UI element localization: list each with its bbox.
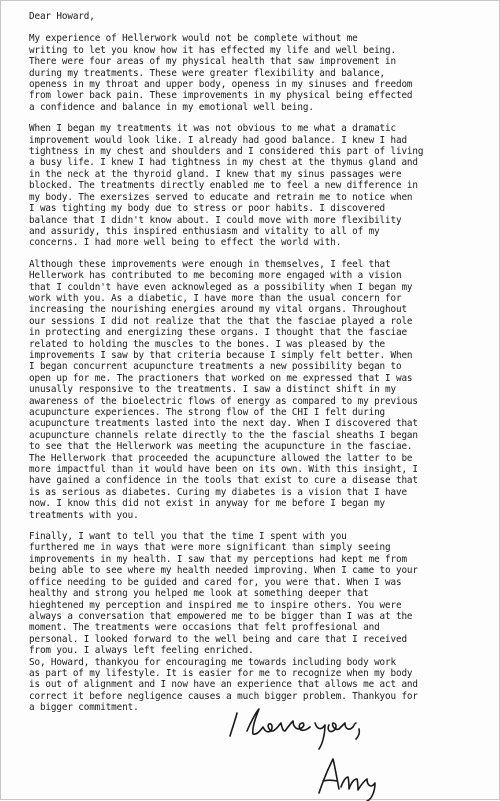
letter-paragraph-2: When I began my treatments it was not obvious to me what a dramatic improvement would look like. I already had good balance. I knew I had tightness in my chest and shoulders and I considered this part of living a busy life. I knew I had tightness in my chest at the thymus gland and in the neck at the thyroid gland. I knew that my sinus passages were blocked. The treatments directly enabled me to feel a new difference in my body. The exersizes served to educate and retrain me to notice when I was tighting my body due to stress or poor habits. I discovered balance that I didn't know about. I could move with more flexibility and assuridy, this inspired enthusiasm and vitality to all of my concerns. I had more well being to effect the world with. [29,123,424,249]
letter-paragraph-3: Although these improvements were enough in themselves, I feel that Hellerwork has contributed to me becoming more engaged with a vision that I couldn't have even acknowleged as a possibility when I began my work with you. As a diabetic, I have more than the usual concern for increasing the nourishing energies around my vital organs. Throughout our sessions I did not realize that the that the fasciae played a role in protecting and energizing these organs. I thought that the fasciae related to holding the muscles to the bones. I was pleased by the improvements I saw by that criteria because I simply felt better. When I began concurrent acupuncture treatments a new possibility began to open up for me. The practioners that worked on me expressed that I was unusally responsive to the treatments. I saw a distinct shift in my awareness of the bioelectric flows of energy as compared to my previous acupuncture experiences. The strong flow of the CHI I felt during acupuncture treatments lasted into the next day. When I discovered that acupuncture channels relate directly to the the fascial sheaths I began to see that the Hellerwork was meeting the acupuncture in the fasciae. The Hellerwork that proceeded the acupuncture allowed the latter to be more impactful than it would have been on its own. With this insight, I have gained a confidence in the tools that exist to cure a disease that is as serious as diabetes. Curing my diabetes is a vision that I have now. I know this did not exist in anyway for me before I began my treatments with you. [29,258,418,521]
letter-paragraph-4: Finally, I want to tell you that the time I spent with you furthered me in ways that were more significant than simply seeing improvements in my health. I saw that my perceptions had kept me from being able to see where my health needed improving. When I came to your office needing to be guided and cared for, you were that. When I was healthy and strong you helped me look at something deeper that hieghtened my perception and inspired me to inspire others. You were always a conversation that empowered me to be bigger than I was at the moment. The treatments were occasions that felt proffesional and personal. I looked forward to the well being and care that I received from you. I always left feeling enriched. So, Howard, thankyou for encouraging me towards including body work as part of my lifestyle. It is easier for me to recognize when my body is out of alignment and I now have an experience that allows me act and correct it before negligence causes a much bigger problem. Thankyou for a bigger commitment. [29,531,418,714]
handwritten-signature [1,701,499,801]
signature-drawing [1,701,500,801]
letter-salutation: Dear Howard, [29,11,95,22]
letter-paragraph-1: My experience of Hellerwork would not be complete without me writing to let you know how it has effected my life and well being. There were four areas of my physical health that saw improvement in during my treatments. These were greater flexibility and balance, openess in my throat and upper body, openess in my sinuses and freedom from lower back pain. These improvements in my physical being effected a confidence and balance in my emotional well being. [29,33,413,113]
